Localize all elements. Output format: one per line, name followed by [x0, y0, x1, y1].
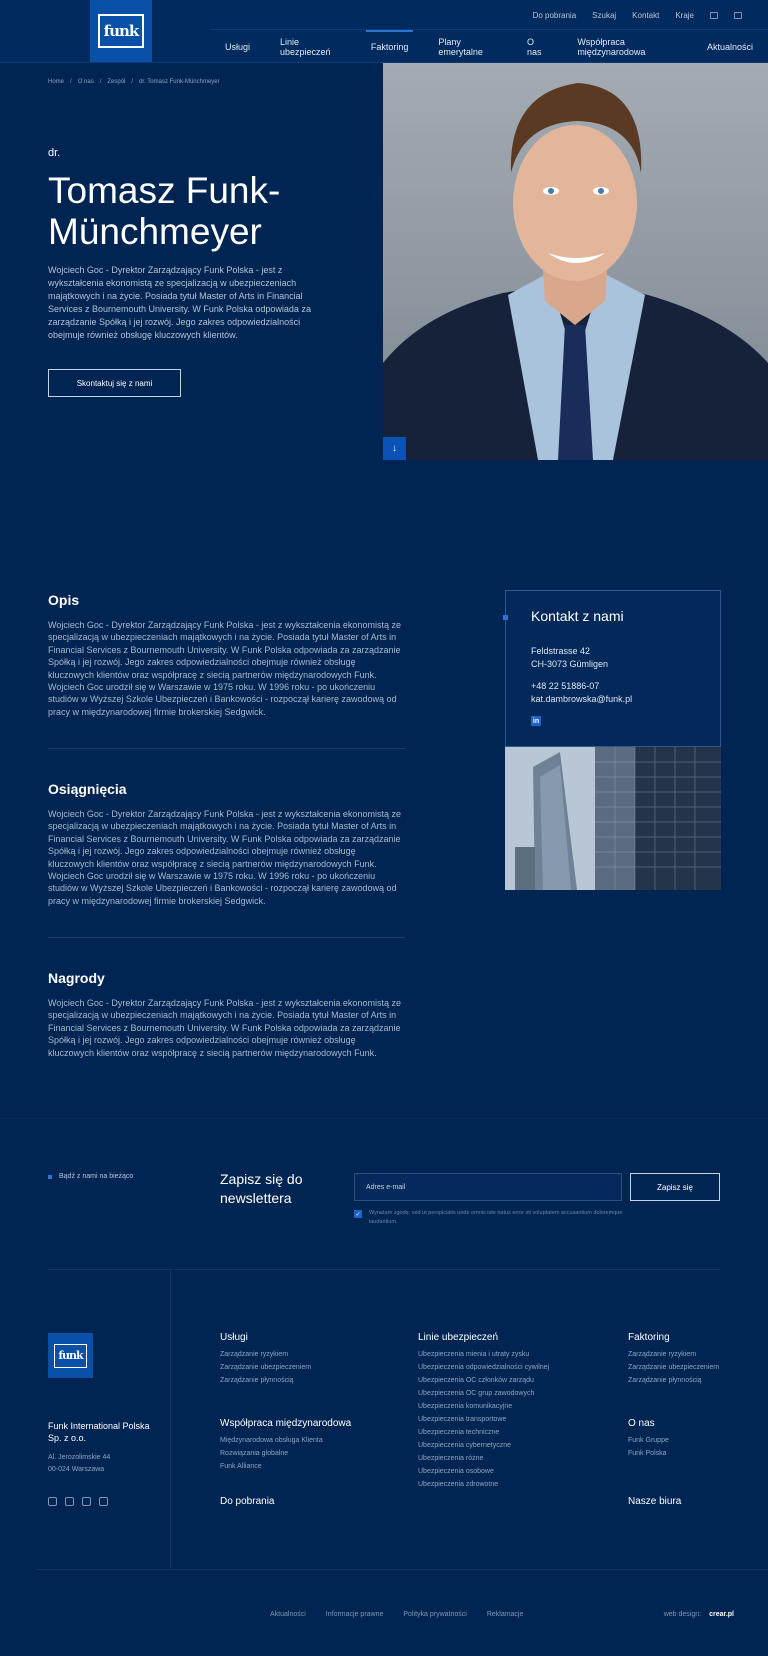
site-header: [0, 0, 768, 63]
section-text-osiagniecia: Wojciech Goc - Dyrektor Zarządzający Funk Polska - jest z wykształcenia ekonomistą ze specjalizacją w ubezpieczeniach majątkowych i na życie. Posiada tytuł Master of Arts in Financial Services z Bournemouth University. W Funk Polska odpowiada za zarządzanie Spółką i jej rozwój. Jego zakres odpowiedzialności obejmuje również obsługę kluczowych klientów oraz współpracę z siecią partnerów międzynarodowych Funk. Wojciech Goc urodził się w Warszawie w 1975 roku. W 1996 roku - po ukończeniu studiów w Wyższej Szkole Ubezpieczeń i Bankowości - rozpoczął karierę zawodową od pracy w międzynarodowej firmie brokerskiej Sedgwick.: [48, 809, 401, 906]
contact-card-title: Kontakt z nami: [531, 608, 624, 624]
address-line-2: 00-024 Warszawa: [48, 1466, 105, 1473]
portrait-photo: [383, 63, 768, 460]
linkedin-icon[interactable]: in: [532, 717, 540, 725]
footer-heading-uslugi[interactable]: Usługi: [220, 1332, 248, 1343]
newsletter-divider: [0, 1118, 768, 1119]
address-line-1: Al. Jerozolimskie 44: [48, 1454, 111, 1461]
footer-heading-wspolpraca[interactable]: Współpraca międzynarodowa: [220, 1418, 352, 1429]
nav-o-nas[interactable]: O nas: [527, 36, 542, 57]
section-divider: [48, 748, 405, 749]
footer-vertical-divider: [170, 1269, 171, 1569]
scroll-down-button[interactable]: [383, 437, 406, 460]
nav-uslugi[interactable]: Usługi: [225, 41, 251, 52]
contact-button[interactable]: Skontaktuj się z nami: [48, 369, 181, 397]
email-input[interactable]: Adres e-mail: [354, 1173, 622, 1201]
section-title-opis: Opis: [48, 592, 80, 608]
instagram-icon[interactable]: [99, 1497, 108, 1506]
footer-link[interactable]: Funk Alliance: [220, 1463, 262, 1470]
breadcrumb-o-nas[interactable]: O nas: [77, 79, 94, 85]
bullet-dot: [48, 1175, 52, 1179]
footer-link[interactable]: Rozwiązania globalne: [220, 1450, 289, 1457]
arrow-down-icon: ↓: [392, 443, 397, 454]
nav-plany-emerytalne[interactable]: Plany emerytalne: [438, 36, 483, 57]
footer-heading-do-pobrania[interactable]: Do pobrania: [220, 1496, 275, 1507]
consent-checkbox[interactable]: [354, 1210, 362, 1218]
linkedin-icon[interactable]: [65, 1497, 74, 1506]
card-accent-dot: [503, 615, 508, 620]
breadcrumb-home[interactable]: Home: [48, 79, 65, 85]
footer-heading-linie[interactable]: Linie ubezpieczeń: [418, 1332, 499, 1343]
newsletter-tagline: [48, 1173, 133, 1180]
utility-countries[interactable]: Kraje: [675, 11, 694, 20]
nav-aktualnosci[interactable]: Aktualności: [706, 41, 753, 52]
academic-title: dr.: [48, 147, 61, 159]
footer-social: [48, 1497, 108, 1506]
section-text-nagrody: Wojciech Goc - Dyrektor Zarządzający Funk Polska - jest z wykształcenia ekonomistą ze specjalizacją w ubezpieczeniach majątkowych i na życie. Posiada tytuł Master of Arts in Financial Services z Bournemouth University. W Funk Polska odpowiada za zarządzanie Spółką i jej rozwój. Jego zakres odpowiedzialności obejmuje również obsługę kluczowych klientów oraz współpracę z siecią partnerów międzynarodowych Funk.: [48, 998, 401, 1058]
consent-text: Wyrażam zgodę, sed ut perspiciatis unde omnis iste natus error sit voluptatem accusantium doloremque laudantium.: [369, 1210, 623, 1225]
footer-heading-o-nas[interactable]: O nas: [628, 1418, 655, 1429]
footer-list-faktoring: [628, 1348, 719, 1387]
newsletter-title: Zapisz się do newslettera: [220, 1171, 303, 1206]
contact-phone[interactable]: +48 22 51886-07: [531, 681, 600, 691]
legal-links: [270, 1611, 523, 1618]
footer-link[interactable]: Zarządzanie płynnością: [628, 1377, 702, 1384]
contact-street: Feldstrasse 42: [531, 646, 591, 656]
main-nav: [210, 30, 768, 63]
breadcrumb-zespol[interactable]: Zespół: [107, 79, 126, 85]
footer-link[interactable]: Zarządzanie ubezpieczeniem: [628, 1364, 720, 1371]
breadcrumb-current: dr. Tomasz Funk-Münchmeyer: [139, 79, 220, 85]
nav-wspolpraca[interactable]: Współpraca międzynarodowa: [577, 36, 646, 57]
footer-divider: [48, 1269, 720, 1270]
breadcrumb-separator: /: [99, 79, 102, 85]
utility-contact[interactable]: Kontakt: [632, 11, 660, 20]
footer-link[interactable]: Ubezpieczenia osobowe: [418, 1468, 494, 1475]
section-text-opis: Wojciech Goc - Dyrektor Zarządzający Funk Polska - jest z wykształcenia ekonomistą ze specjalizacją w ubezpieczeniach majątkowych i na życie. Posiada tytuł Master of Arts in Financial Services z Bournemouth University. W Funk Polska odpowiada za zarządzanie Spółką i jej rozwój. Jego zakres odpowiedzialności obejmuje również obsługę kluczowych klientów oraz współpracę z siecią partnerów międzynarodowych Funk. Wojciech Goc urodził się w Warszawie w 1975 roku. W 1996 roku - po ukończeniu studiów w Wyższej Szkole Ubezpieczeń i Bankowości - rozpoczął karierę zawodową od pracy w międzynarodowej firmie brokerskiej Sedgwick.: [48, 620, 401, 717]
footer-link[interactable]: Ubezpieczenia techniczne: [418, 1429, 500, 1436]
hero-intro: Wojciech Goc - Dyrektor Zarządzający Funk Polska - jest z wykształcenia ekonomistą ze specjalizacją w ubezpieczeniach majątkowych i na życie. Posiada tytuł Master of Arts in Financial Services z Bournemouth University. W Funk Polska odpowiada za zarządzanie Spółką i jej rozwój. Jego zakres odpowiedzialności obejmuje również obsługę kluczowych klientów.: [48, 265, 311, 340]
contact-card: [505, 590, 721, 747]
contact-city: CH-3073 Gümligen: [531, 659, 609, 669]
footer-link[interactable]: Ubezpieczenia OC grup zawodowych: [418, 1390, 535, 1397]
footer-link[interactable]: Funk Polska: [628, 1450, 667, 1457]
footer-list-o-nas: [628, 1434, 669, 1460]
company-address: [48, 1452, 110, 1476]
breadcrumb-separator: /: [131, 79, 134, 85]
hero-section: [0, 63, 768, 460]
footer-link[interactable]: Ubezpieczenia odpowiedzialności cywilnej: [418, 1364, 550, 1371]
linkedin-icon[interactable]: [734, 12, 742, 19]
breadcrumb-separator: /: [70, 79, 72, 85]
nav-linie-ubezpieczen[interactable]: Linie ubezpieczeń: [280, 36, 331, 57]
footer-link[interactable]: Funk Gruppe: [628, 1437, 669, 1444]
web-design-credit: [664, 1611, 734, 1618]
utility-search[interactable]: Szukaj: [592, 11, 617, 20]
footer-link[interactable]: Ubezpieczenia mienia i utraty zysku: [418, 1351, 530, 1358]
utility-downloads[interactable]: Do pobrania: [532, 11, 577, 20]
footer-link[interactable]: Zarządzanie ryzykiem: [628, 1351, 697, 1358]
youtube-icon[interactable]: [82, 1497, 91, 1506]
legal-link-polityka[interactable]: Polityka prywatności: [403, 1611, 467, 1618]
footer-logo-text: funk: [54, 1344, 87, 1368]
footer-link[interactable]: Ubezpieczenia komunikacyjne: [418, 1403, 513, 1410]
consent-row: [354, 1209, 644, 1227]
person-name: Tomasz Funk-Münchmeyer: [48, 170, 281, 252]
footer-logo[interactable]: [48, 1333, 93, 1378]
web-design-label: web design:: [663, 1611, 702, 1618]
nav-faktoring[interactable]: Faktoring: [356, 30, 424, 63]
company-name: Funk International Polska Sp. z o.o.: [48, 1421, 150, 1443]
section-title-osiagniecia: Osiągnięcia: [48, 781, 127, 797]
footer-link[interactable]: Ubezpieczenia OC członków zarządu: [418, 1377, 534, 1384]
section-divider: [48, 937, 405, 938]
newsletter-tagline-text: Bądź z nami na bieżąco: [59, 1173, 134, 1180]
utility-nav: [533, 11, 742, 20]
section-title-nagrody: Nagrody: [48, 970, 105, 986]
office-building-photo: [505, 747, 721, 890]
footer-link[interactable]: Ubezpieczenia transportowe: [418, 1416, 507, 1423]
legal-link-aktualnosci[interactable]: Aktualności: [270, 1611, 306, 1618]
footer-heading-nasze-biura[interactable]: Nasze biura: [628, 1496, 682, 1507]
footer-link[interactable]: Ubezpieczenia cybernetyczne: [418, 1442, 511, 1449]
footer-link[interactable]: Międzynarodowa obsługa Klienta: [220, 1437, 323, 1444]
youtube-icon[interactable]: [710, 12, 718, 19]
legal-link-reklamacje[interactable]: Reklamacje: [486, 1611, 524, 1618]
footer-list-wspolpraca: [220, 1434, 323, 1473]
footer-link[interactable]: Zarządzanie płynnością: [220, 1377, 294, 1384]
footer-bottom-divider: [36, 1569, 768, 1570]
footer-heading-faktoring[interactable]: Faktoring: [628, 1332, 670, 1343]
check-icon: ✓: [355, 1211, 361, 1218]
footer-link[interactable]: Zarządzanie ubezpieczeniem: [220, 1364, 312, 1371]
footer-list-uslugi: [220, 1348, 311, 1387]
legal-link-informacje-prawne[interactable]: Informacje prawne: [325, 1611, 384, 1618]
footer-list-linie: [418, 1348, 549, 1491]
logo-text: funk: [98, 14, 144, 48]
web-design-link[interactable]: crear.pl: [709, 1611, 734, 1618]
subscribe-button[interactable]: Zapisz się: [630, 1173, 720, 1201]
facebook-icon[interactable]: [48, 1497, 57, 1506]
footer-link[interactable]: Ubezpieczenia różne: [418, 1455, 484, 1462]
contact-email[interactable]: kat.dambrowska@funk.pl: [531, 694, 633, 704]
funk-logo[interactable]: [90, 0, 152, 62]
footer-link[interactable]: Ubezpieczenia zdrowotne: [418, 1481, 499, 1488]
breadcrumb: [48, 79, 220, 85]
footer-link[interactable]: Zarządzanie ryzykiem: [220, 1351, 289, 1358]
